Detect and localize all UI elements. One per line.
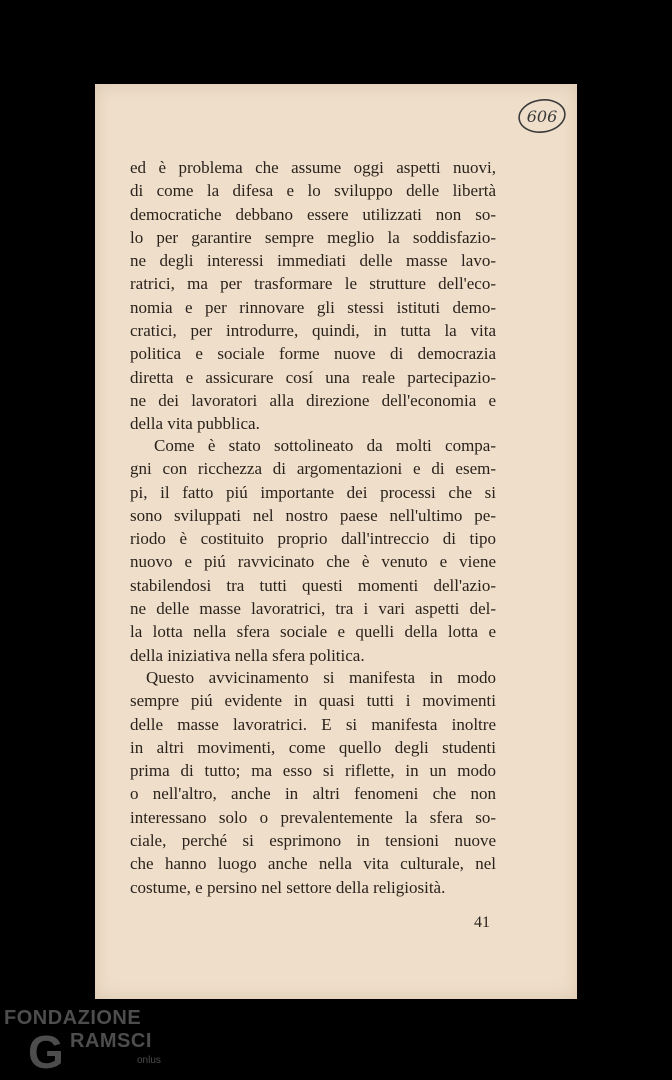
text-line: riodo è costituito proprio dall'intreccio di tipo xyxy=(130,529,496,549)
text-line: gni con ricchezza di argomentazioni e di esem- xyxy=(130,459,496,479)
text-line: ne delle masse lavoratrici, tra i vari aspetti del- xyxy=(130,599,496,619)
text-line: cratici, per introdurre, quindi, in tutta la vita xyxy=(130,321,496,341)
paragraph-2 xyxy=(130,434,496,667)
text-line: della iniziativa nella sfera politica. xyxy=(130,645,365,665)
text-line: Questo avvicinamento si manifesta in modo xyxy=(146,668,496,687)
text-line: democratiche debbano essere utilizzati non so- xyxy=(130,204,496,224)
text-line: ciale, perché si esprimono in tensioni nuove xyxy=(130,831,496,851)
text-line: ratrici, ma per trasformare le strutture dell'eco- xyxy=(130,274,496,294)
page-number: 41 xyxy=(474,914,490,931)
text-line: delle masse lavoratrici. E si manifesta inoltre xyxy=(130,714,496,734)
text-line: costume, e persino nel settore della religiosità. xyxy=(130,877,446,897)
text-line: politica e sociale forme nuove di democrazia xyxy=(130,344,496,364)
annotation-circle-icon xyxy=(517,97,567,135)
text-line: diretta e assicurare cosí una reale partecipazio- xyxy=(130,367,496,387)
logo-g-letter: G xyxy=(28,1026,64,1078)
fondazione-gramsci-logo xyxy=(4,1007,174,1077)
text-line: lo per garantire sempre meglio la soddisfazio- xyxy=(130,227,496,247)
text-line: nuovo e piú ravvicinato che è venuto e viene xyxy=(130,552,496,572)
text-line: in altri movimenti, come quello degli studenti xyxy=(130,737,496,757)
text-line: ed è problema che assume oggi aspetti nuovi, xyxy=(130,158,496,177)
text-line: stabilendosi tra tutti questi momenti dell'azio- xyxy=(130,575,496,595)
text-line: di come la difesa e lo sviluppo delle libertà xyxy=(130,181,496,201)
text-line: ne degli interessi immediati delle masse lavo- xyxy=(130,251,496,271)
text-line: che hanno luogo anche nella vita culturale, nel xyxy=(130,854,496,874)
logo-line-fondazione: FONDAZIONE xyxy=(4,1007,142,1029)
text-line: o nell'altro, anche in altri fenomeni che non xyxy=(130,784,496,804)
text-line: sono sviluppati nel nostro paese nell'ultimo pe- xyxy=(130,505,496,525)
paragraph-1 xyxy=(130,156,496,436)
text-line: pi, il fatto piú importante dei processi che si xyxy=(130,482,496,502)
text-line: Come è stato sottolineato da molti compa- xyxy=(154,436,496,455)
annotation-number: 606 xyxy=(526,107,558,126)
handwritten-page-annotation xyxy=(517,97,567,135)
text-line: la lotta nella sfera sociale e quelli della lotta e xyxy=(130,622,496,642)
text-line: interessano solo o prevalentemente la sfera so- xyxy=(130,807,496,827)
text-line: nomia e per rinnovare gli stessi istituti demo- xyxy=(130,297,496,317)
paragraph-3 xyxy=(130,666,496,899)
text-line: della vita pubblica. xyxy=(130,414,260,434)
text-line: ne dei lavoratori alla direzione dell'economia e xyxy=(130,390,496,410)
logo-onlus: onlus xyxy=(137,1055,161,1066)
text-line: prima di tutto; ma esso si riflette, in un modo xyxy=(130,761,496,781)
logo-line-ramsci: RAMSCI xyxy=(70,1030,152,1052)
text-line: sempre piú evidente in quasi tutti i movimenti xyxy=(130,691,496,711)
